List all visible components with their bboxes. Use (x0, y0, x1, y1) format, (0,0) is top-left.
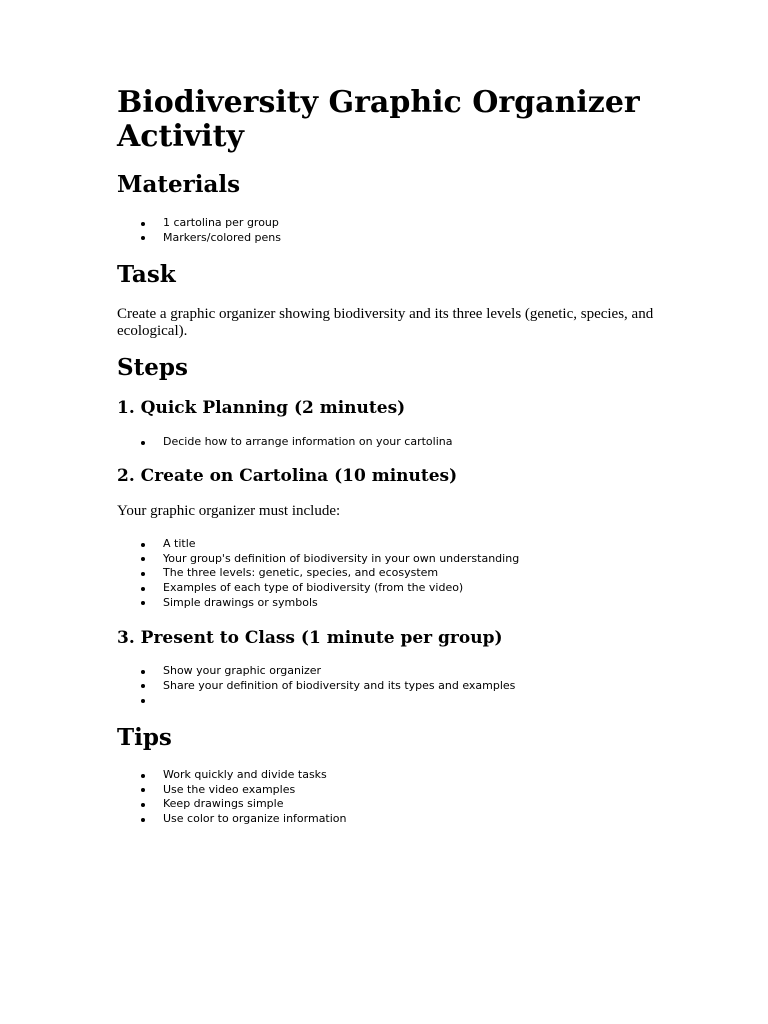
list-item: Work quickly and divide tasks (117, 768, 677, 783)
steps-heading: Steps (117, 354, 188, 381)
task-text: Create a graphic organizer showing biodiversity and its three levels (genetic, species, and ecological). (117, 306, 654, 339)
step2-heading: 2. Create on Cartolina (10 minutes) (117, 466, 458, 486)
tips-heading: Tips (117, 724, 172, 751)
tips-list (117, 768, 677, 827)
list-item: Your group's definition of biodiversity in your own understanding (117, 552, 677, 567)
list-item: A title (117, 537, 677, 552)
list-item: Markers/colored pens (117, 231, 677, 246)
list-item: The three levels: genetic, species, and ecosystem (117, 566, 677, 581)
step3-heading: 3. Present to Class (1 minute per group) (117, 628, 503, 648)
list-item (117, 693, 677, 708)
list-item: Decide how to arrange information on your cartolina (117, 435, 677, 450)
step1-heading: 1. Quick Planning (2 minutes) (117, 398, 406, 418)
list-item: Show your graphic organizer (117, 664, 677, 679)
document-title: Biodiversity Graphic Organizer Activity (117, 85, 640, 154)
materials-heading: Materials (117, 171, 241, 198)
step1-list (117, 435, 677, 450)
list-item: Examples of each type of biodiversity (from the video) (117, 581, 677, 596)
step3-list (117, 664, 677, 708)
list-item: Use the video examples (117, 783, 677, 798)
list-item: 1 cartolina per group (117, 216, 677, 231)
list-item: Keep drawings simple (117, 797, 677, 812)
list-item: Use color to organize information (117, 812, 677, 827)
list-item: Simple drawings or symbols (117, 596, 677, 611)
task-heading: Task (117, 261, 176, 288)
list-item: Share your definition of biodiversity and its types and examples (117, 679, 677, 694)
materials-list (117, 216, 677, 245)
step2-intro: Your graphic organizer must include: (117, 503, 341, 519)
step2-list (117, 537, 677, 610)
